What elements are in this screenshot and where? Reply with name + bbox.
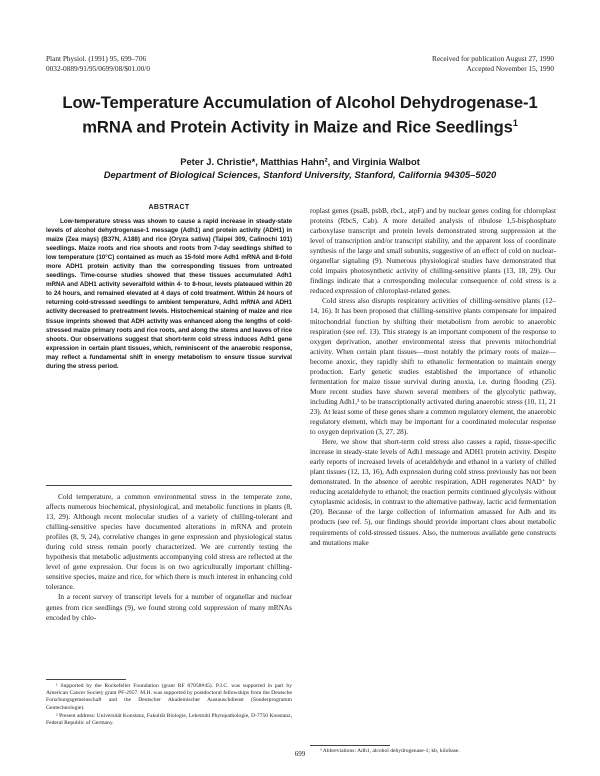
received-line: Received for publication August 27, 1990 bbox=[432, 54, 554, 63]
received-dates bbox=[314, 54, 554, 73]
footnotes bbox=[46, 683, 292, 728]
footnote-divider bbox=[46, 679, 126, 680]
paper-title bbox=[40, 92, 560, 138]
title-footnote-marker: 1 bbox=[512, 118, 518, 128]
intro-left-column bbox=[46, 492, 292, 623]
paragraph: Here, we show that short-term cold stress also causes a rapid, tissue-specific increase in steady-state levels of Adh1 message and ADH1 protein activity. Despite early reports of increased levels of acetaldehyde and ethanol in a variety of chilled plant tissues (12, 13, 16), Adh expression during cold stress previously has not been demonstrated. In the absence of aerobic respiration, ADH regenerates NAD⁺ by reducing acetaldehyde to ethanol; the reaction permits continued glycolysis without cytoplasmic acidosis, in contrast to the alternative pathway, lactic acid fermentation (20). Because of the large collection of information amassed for Adh and its products (see ref. 5), our findings should provide important clues about metabolic requirements of cold-stressed tissues. Also, the numerous available gene constructs and mutations make bbox=[310, 437, 556, 547]
affiliation: Department of Biological Sciences, Stanford University, Stanford, California 94305–5020 bbox=[103, 169, 497, 180]
footnote: ² Present address: Universität Konstanz, Fakultät Biologie, Lehrstuhl Phytopathologie, D-7750 Konstanz, Federal Republic of Germany. bbox=[46, 712, 292, 727]
paragraph: In a recent survey of transcript levels for a number of organellar and nuclear genes from rice seedlings (9), we found strong cold suppression of many mRNAs encoded by chlo- bbox=[46, 592, 292, 622]
paragraph: roplast genes (psaB, psbB, rbcL, atpF) and by nuclear genes coding for chloroplast proteins (RbcS, Cab). A more detailed analysis of ribulose 1,5-bisphosphate carboxylase transcript and protein levels demonstrated strong suppression at the level of transcription and/or transcript stability, and the apparent loss of coordinate synthesis of the large and small subunits, suggestive of an effect of cold on nuclear-organellar signaling (9). Numerous physiological studies have demonstrated that cold impairs photosynthetic activity of chilling-sensitive plants (13, 18, 29). Our findings indicate that a corresponding molecular consequence of cold stress is a reduced expression of chloroplast-related genes. bbox=[310, 206, 556, 296]
abstract-heading: ABSTRACT bbox=[148, 204, 190, 211]
abstract-divider bbox=[46, 485, 292, 486]
title-text: Low-Temperature Accumulation of Alcohol Dehydrogenase-1 mRNA and Protein Activity in Maize and Rice Seedlings bbox=[62, 93, 538, 137]
authors: Peter J. Christie*, Matthias Hahn², and Virginia Walbot bbox=[180, 156, 420, 167]
footnote-divider bbox=[310, 745, 390, 746]
abbreviations-footnote: ³ Abbreviations: Adh1, alcohol dehydrogenase-1; kb, kilobase. bbox=[320, 748, 460, 754]
journal-citation bbox=[46, 54, 286, 73]
right-column bbox=[310, 206, 556, 548]
citation-line: Plant Physiol. (1991) 95, 699–706 bbox=[46, 54, 147, 63]
accepted-line: Accepted November 15, 1990 bbox=[466, 63, 554, 73]
footnote: ¹ Supported by the Rockefeller Foundation (grant RF 87058#45). P.J.C. was supported in part by American Cancer Society grant PF-2957. M.H. was supported by postdoctoral fellowships from the Deutsche Forschungsgemeinschaft and the Deutscher Akademischer Austauschdienst (Sonderprogramm Gentechnologie). bbox=[46, 683, 292, 711]
page-number: 699 bbox=[294, 750, 306, 758]
abstract-text: Low-temperature stress was shown to cause a rapid increase in steady-state levels of alcohol dehydrogenase-1 message (Adh1) and protein activity (ADH1) in maize (Zea mays) (B37N, A188) and rice (Oryza sativa) (Taipei 309, Calinochi 101) seedlings. Maize roots and rice shoots and roots from 7-day seedlings shifted to low temperature (10°C) contained as much as 15-fold more Adh1 mRNA and 8-fold more ADH1 protein activity than the corresponding tissues from untreated seedlings. Time-course studies showed that these tissues accumulated Adh1 mRNA and ADH1 activity severalfold within 4- to 8-hour, levels plateaued within 20 to 24 hours, and remained elevated at 4 days of cold treatment. Within 24 hours of returning cold-stressed seedlings to ambient temperature, Adh1 mRNA and ADH1 activity decreased to pretreatment levels. Histochemical staining of maize and rice tissue imprints showed that ADH activity was enhanced along the lengths of cold-stressed maize primary roots and rice roots, and along the stems and leaves of rice shoots. Our observations suggest that short-term cold stress induces Adh1 gene expression in certain plant tissues, which, reminiscent of the anaerobic response, may reflect a fundamental shift in energy metabolism to ensure tissue survival during the stress period. bbox=[46, 218, 292, 370]
issn-line: 0032-0889/91/95/0699/08/$01.00/0 bbox=[46, 63, 150, 73]
paragraph: Cold stress also disrupts respiratory activities of chilling-sensitive plants (12–14, 16). It has been proposed that chilling-sensitive plants compensate for impaired mitochondrial function by shifting their metabolism from aerobic to anaerobic respiration (see ref. 13). This strategy is an important component of the response to oxygen deprivation, another environmental stress that prevents mitochondrial activity. When certain plant tissues—most notably the primary roots of maize—become anoxic, they rapidly shift to ethanolic fermentation to maintain energy production. Early genetic studies established the importance of ethanolic fermentation for maize tissue survival during anoxia, i.e. during flooding (25). More recent studies have shown several members of the glycolytic pathway, including Adh1,³ to be transcriptionally activated during anaerobic stress (10, 11, 21 23). At least some of these genes share a common regulatory element, the anaerobic regulatory element, which may be important for a coordinated molecular response to oxygen deprivation (3, 27, 28). bbox=[310, 296, 556, 437]
paragraph: Cold temperature, a common environmental stress in the temperate zone, affects numerous biochemical, physiological, and metabolic functions in plants (8, 13, 29). Although recent molecular studies of a variety of chilling-tolerant and chilling-sensitive species have documented alterations in mRNA and protein profiles (8, 9, 24), correlative changes in gene expression and physiological status during cold stress remain poorly characterized. We are currently testing the hypothesis that metabolic adjustments accompanying cold stress are reflected at the level of gene expression. Our focus is on two agriculturally important chilling-sensitive species, maize and rice, for which there is much interest in enhancing cold tolerance. bbox=[46, 492, 292, 592]
